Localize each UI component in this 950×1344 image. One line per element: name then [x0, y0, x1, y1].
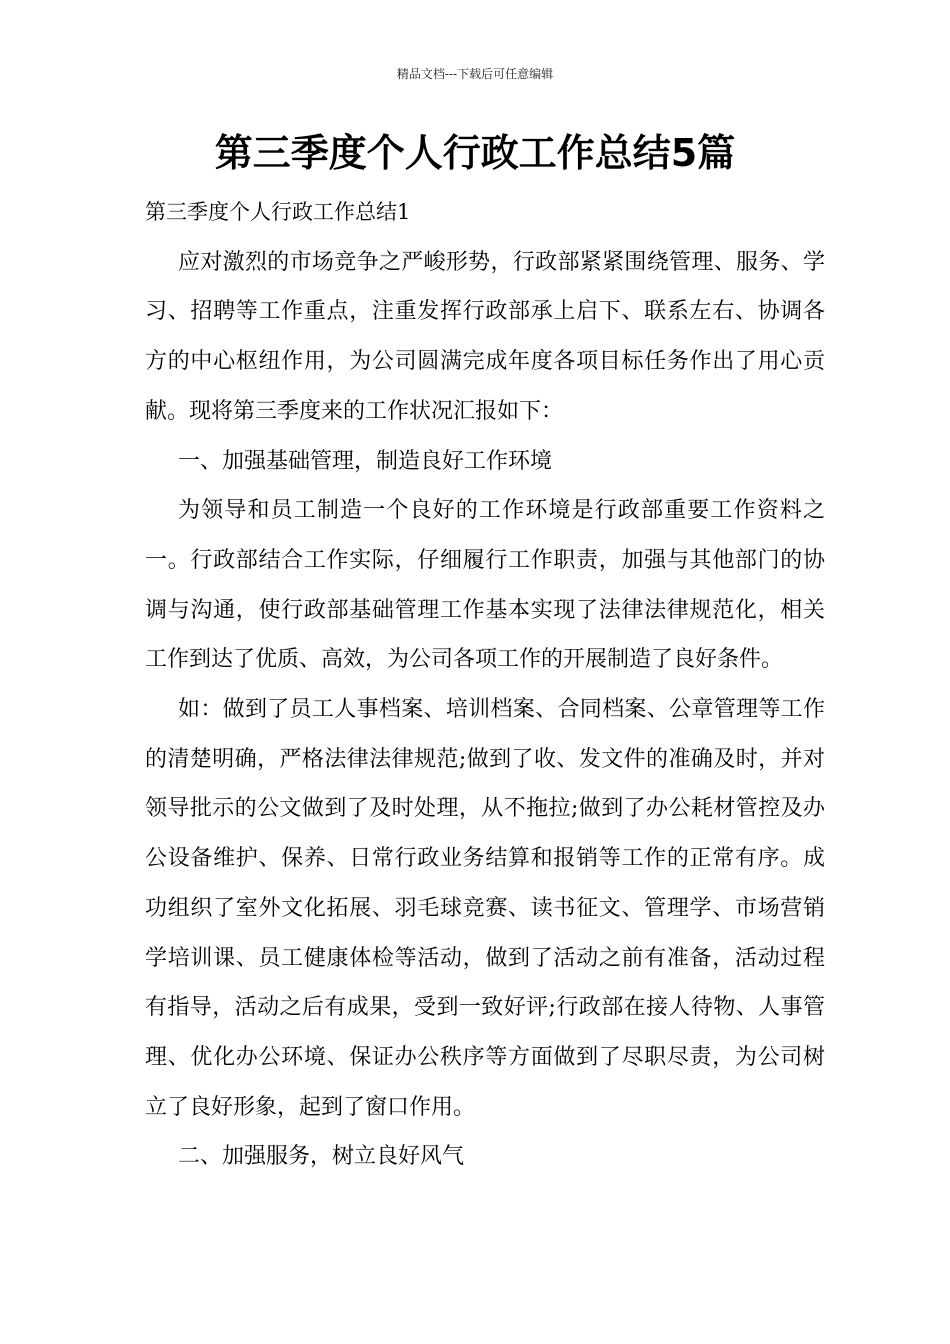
document-body	[145, 188, 825, 1182]
section-heading-1: 一、加强基础管理，制造良好工作环境	[178, 448, 553, 474]
section-subtitle: 第三季度个人行政工作总结1	[145, 200, 411, 224]
paragraph-environment: 为领导和员工制造一个良好的工作环境是行政部重要工作资料之一。行政部结合工作实际，仔细履行工作职责，加强与其他部门的协调与沟通，使行政部基础管理工作基本实现了法律法律规范化，相关工作到达了优质、高效，为公司各项工作的开展制造了良好条件。	[145, 498, 825, 673]
document-title: 第三季度个人行政工作总结5篇	[214, 131, 736, 175]
section-heading-2: 二、加强服务，树立良好风气	[178, 1144, 465, 1170]
paragraph-intro: 应对激烈的市场竞争之严峻形势，行政部紧紧围绕管理、服务、学习、招聘等工作重点，注重发挥行政部承上启下、联系左右、协调各方的中心枢纽作用，为公司圆满完成年度各项目标任务作出了用心贡献。现将第三季度来的工作状况汇报如下：	[145, 249, 825, 424]
page-header: 精品文档---下载后可任意编辑	[396, 67, 554, 81]
paragraph-examples: 如：做到了员工人事档案、培训档案、合同档案、公章管理等工作的清楚明确，严格法律法律规范;做到了收、发文件的准确及时，并对领导批示的公文做到了及时处理，从不拖拉;做到了办公耗材管控及办公设备维护、保养、日常行政业务结算和报销等工作的正常有序。成功组织了室外文化拓展、羽毛球竞赛、读书征文、管理学、市场营销学培训课、员工健康体检等活动，做到了活动之前有准备，活动过程有指导，活动之后有成果，受到一致好评;行政部在接人待物、人事管理、优化办公环境、保证办公秩序等方面做到了尽职尽责，为公司树立了良好形象，起到了窗口作用。	[145, 697, 825, 1120]
